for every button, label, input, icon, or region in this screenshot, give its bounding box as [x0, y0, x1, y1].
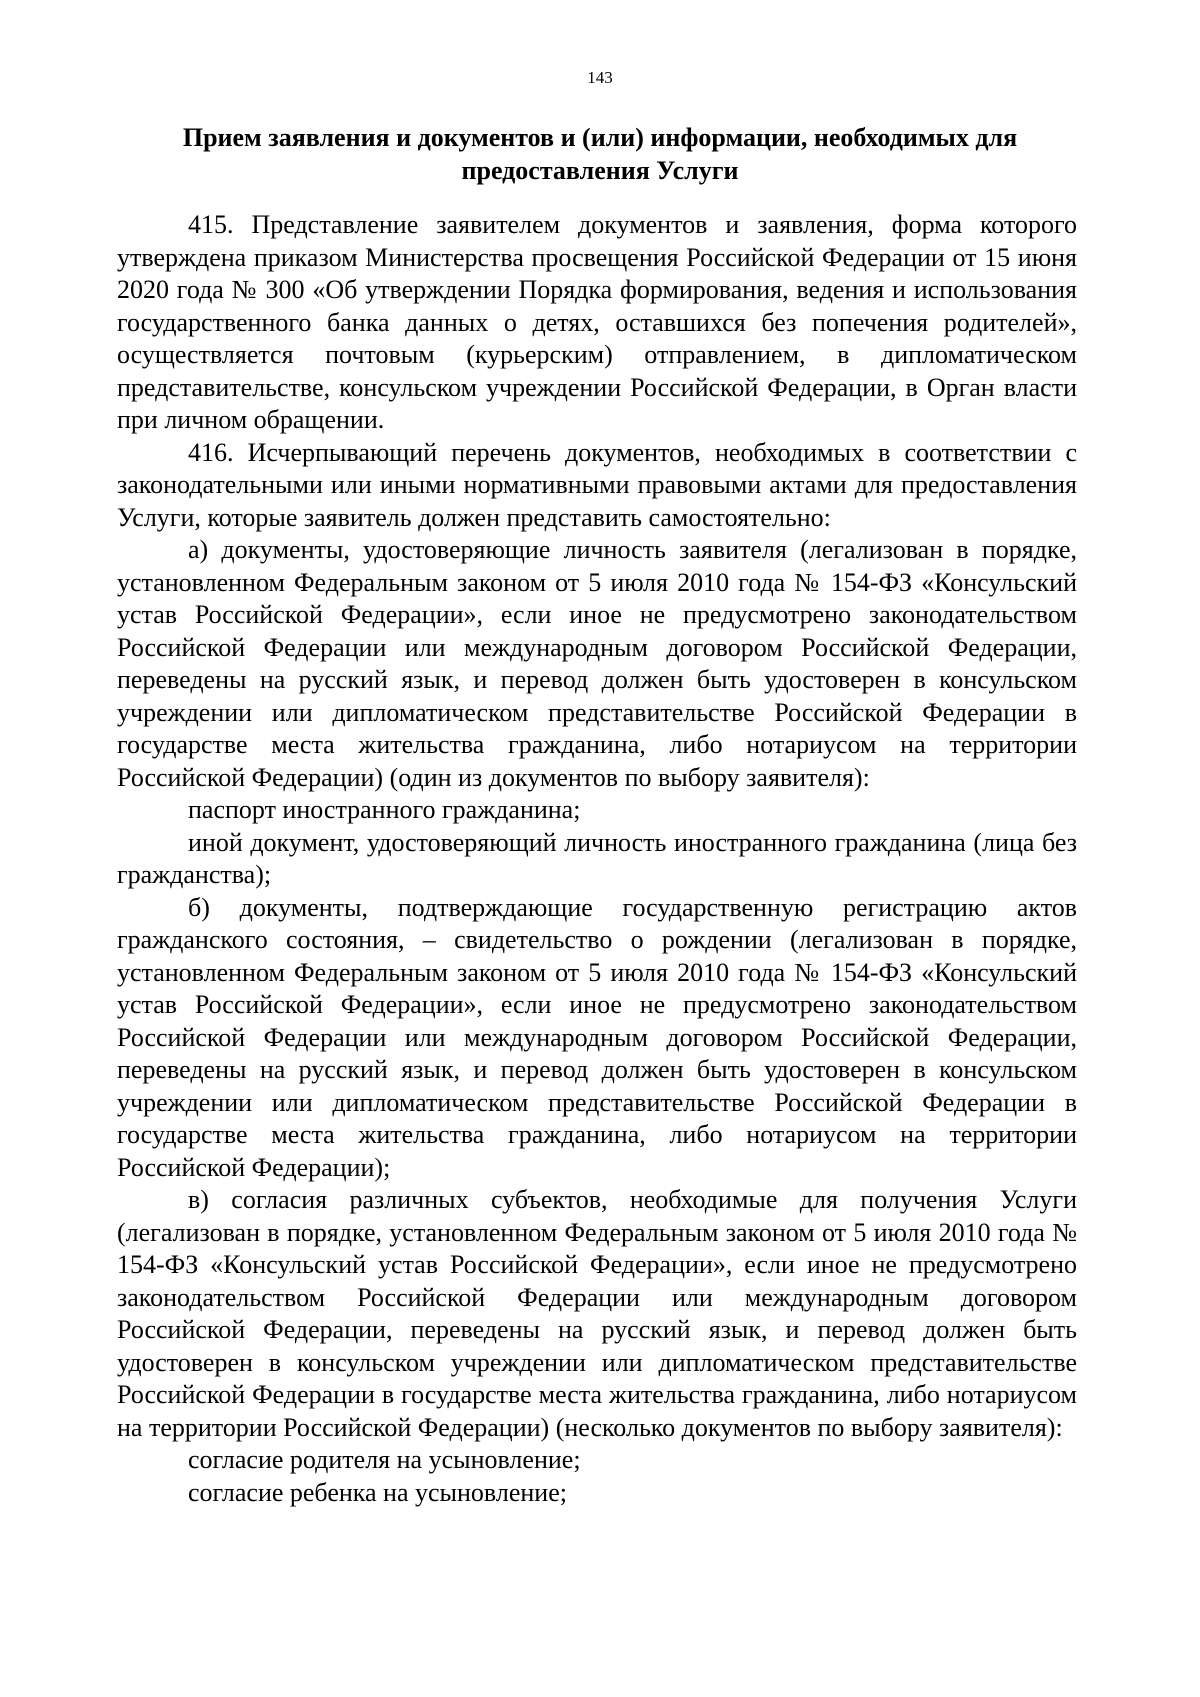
paragraph-415: 415. Представление заявителем документов и заявления, форма которого утверждена приказом Министерства просвещения Российской Федерации от 15 июня 2020 года № 300 «Об утверждении Порядка формирования, ведения и использования государственного банка данных о детях, оставшихся без попечения родителей», осуществляется почтовым (курьерским) отправлением, в дипломатическом представительстве, консульском учреждении Российской Федерации, в Орган власти при личном обращении.	[117, 210, 1077, 434]
document-body	[117, 209, 1077, 1509]
list-item-other-id: иной документ, удостоверяющий личность иностранного гражданина (лица без гражданства);	[117, 827, 1077, 889]
list-item-b: б) документы, подтверждающие государственную регистрацию актов гражданского состояния, – свидетельство о рождении (легализован в порядке, установленном Федеральным законом от 5 июля 2010 года № 154-ФЗ «Консульский устав Российской Федерации», если иное не предусмотрено законодательством Российской Федерации или международным договором Российской Федерации, переведены на русский язык, и перевод должен быть удостоверен в консульском учреждении или дипломатическом представительстве Российской Федерации в государстве места жительства гражданина, либо нотариусом на территории Российской Федерации);	[117, 892, 1077, 1182]
page-number: 143	[587, 68, 613, 87]
page-title: Прием заявления и документов и (или) информации, необходимых для предоставления Услуги	[182, 123, 1018, 185]
list-item-child-consent: согласие ребенка на усыновление;	[188, 1477, 567, 1507]
list-item-v: в) согласия различных субъектов, необходимые для получения Услуги (легализован в порядке, установленном Федеральным законом от 5 июля 2010 года № 154-ФЗ «Консульский устав Российской Федерации», если иное не предусмотрено законодательством Российской Федерации или международным договором Российской Федерации, переведены на русский язык, и перевод должен быть удостоверен в консульском учреждении или дипломатическом представительстве Российской Федерации в государстве места жительства гражданина, либо нотариусом на территории Российской Федерации) (несколько документов по выбору заявителя):	[117, 1185, 1077, 1442]
list-item-parent-consent: согласие родителя на усыновление;	[188, 1445, 581, 1474]
list-item-a: а) документы, удостоверяющие личность заявителя (легализован в порядке, установленном Федеральным законом от 5 июля 2010 года № 154-ФЗ «Консульский устав Российской Федерации», если иное не предусмотрено законодательством Российской Федерации или международным договором Российской Федерации, переведены на русский язык, и перевод должен быть удостоверен в консульском учреждении или дипломатическом представительстве Российской Федерации в государстве места жительства гражданина, либо нотариусом на территории Российской Федерации) (один из документов по выбору заявителя):	[117, 535, 1077, 792]
list-item-passport: паспорт иностранного гражданина;	[188, 795, 581, 824]
paragraph-416: 416. Исчерпывающий перечень документов, необходимых в соответствии с законодательными или иными нормативными правовыми актами для предоставления Услуги, которые заявитель должен представить самостоятельно:	[117, 437, 1077, 532]
